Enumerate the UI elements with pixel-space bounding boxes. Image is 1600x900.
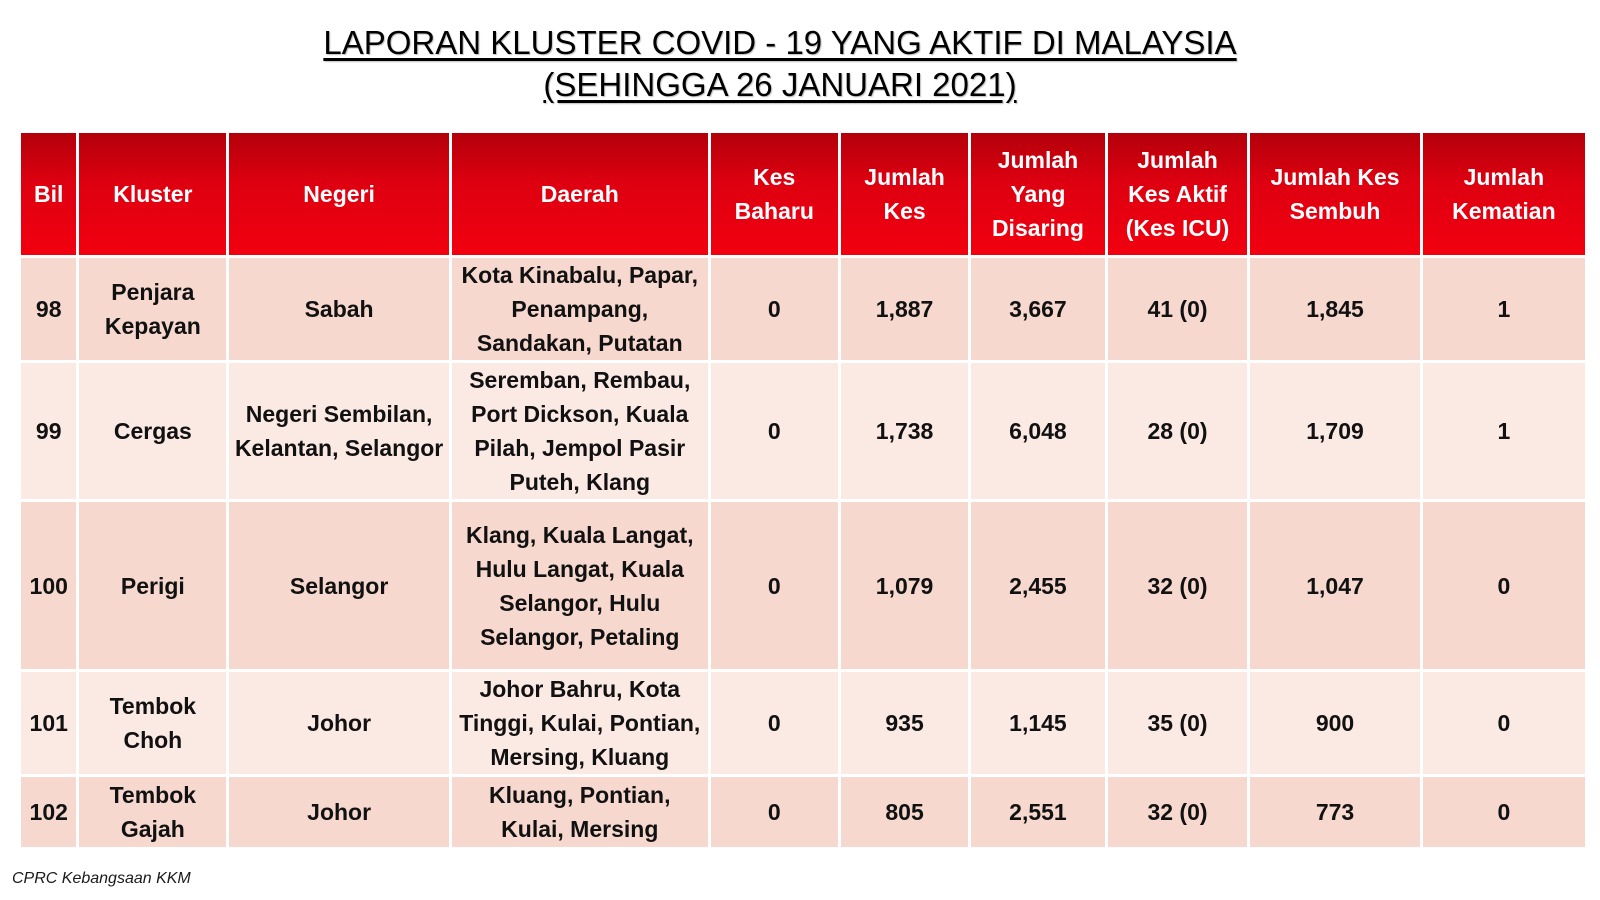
cell-negeri: Johor bbox=[229, 777, 449, 847]
header-jumlah-kematian: Jumlah Kematian bbox=[1423, 133, 1585, 255]
table-row bbox=[21, 672, 1585, 774]
cell-jumlah-kes-aktif: 28 (0) bbox=[1108, 363, 1248, 499]
header-bil: Bil bbox=[21, 133, 76, 255]
cell-jumlah-kes-sembuh: 900 bbox=[1250, 672, 1419, 774]
cell-jumlah-kes-aktif: 32 (0) bbox=[1108, 502, 1248, 669]
cell-negeri: Selangor bbox=[229, 502, 449, 669]
cell-jumlah-kes-aktif: 32 (0) bbox=[1108, 777, 1248, 847]
cell-bil: 101 bbox=[21, 672, 76, 774]
cell-jumlah-kes-sembuh: 773 bbox=[1250, 777, 1419, 847]
cell-jumlah-kematian: 0 bbox=[1423, 777, 1585, 847]
cell-negeri: Sabah bbox=[229, 258, 449, 360]
header-jumlah-kes-aktif: Jumlah Kes Aktif (Kes ICU) bbox=[1108, 133, 1248, 255]
cell-jumlah-kes-sembuh: 1,845 bbox=[1250, 258, 1419, 360]
cell-daerah: Kota Kinabalu, Papar, Penampang, Sandakan, Putatan bbox=[452, 258, 708, 360]
title-line-1-text: LAPORAN KLUSTER COVID - 19 YANG AKTIF DI MALAYSIA bbox=[323, 24, 1237, 61]
cell-jumlah-kes-aktif: 35 (0) bbox=[1108, 672, 1248, 774]
cell-kes-baharu: 0 bbox=[711, 258, 838, 360]
cell-bil: 99 bbox=[21, 363, 76, 499]
title-line-1 bbox=[0, 22, 1560, 64]
cell-jumlah-disaring: 2,551 bbox=[971, 777, 1104, 847]
cell-kluster: Cergas bbox=[79, 363, 226, 499]
cell-kes-baharu: 0 bbox=[711, 777, 838, 847]
cell-jumlah-kematian: 0 bbox=[1423, 502, 1585, 669]
cell-jumlah-kes-sembuh: 1,709 bbox=[1250, 363, 1419, 499]
table-row bbox=[21, 502, 1585, 669]
cell-jumlah-kematian: 1 bbox=[1423, 363, 1585, 499]
table-row bbox=[21, 363, 1585, 499]
cell-bil: 100 bbox=[21, 502, 76, 669]
cell-kes-baharu: 0 bbox=[711, 672, 838, 774]
cell-jumlah-kes-sembuh: 1,047 bbox=[1250, 502, 1419, 669]
cell-jumlah-kematian: 0 bbox=[1423, 672, 1585, 774]
cell-negeri: Johor bbox=[229, 672, 449, 774]
table-header-row bbox=[21, 133, 1585, 255]
cell-jumlah-kes: 1,887 bbox=[841, 258, 968, 360]
cell-kes-baharu: 0 bbox=[711, 363, 838, 499]
cell-jumlah-disaring: 6,048 bbox=[971, 363, 1104, 499]
cell-daerah: Seremban, Rembau, Port Dickson, Kuala Pilah, Jempol Pasir Puteh, Klang bbox=[452, 363, 708, 499]
table-row bbox=[21, 777, 1585, 847]
source-note: CPRC Kebangsaan KKM bbox=[12, 870, 191, 887]
cell-daerah: Kluang, Pontian, Kulai, Mersing bbox=[452, 777, 708, 847]
cell-jumlah-disaring: 3,667 bbox=[971, 258, 1104, 360]
cluster-table bbox=[18, 130, 1588, 850]
cell-kluster: Tembok Choh bbox=[79, 672, 226, 774]
header-jumlah-disaring: Jumlah Yang Disaring bbox=[971, 133, 1104, 255]
cell-kluster: Perigi bbox=[79, 502, 226, 669]
cell-negeri: Negeri Sembilan, Kelantan, Selangor bbox=[229, 363, 449, 499]
cell-jumlah-kes: 805 bbox=[841, 777, 968, 847]
cell-daerah: Johor Bahru, Kota Tinggi, Kulai, Pontian, Mersing, Kluang bbox=[452, 672, 708, 774]
cell-jumlah-kes: 1,079 bbox=[841, 502, 968, 669]
header-negeri: Negeri bbox=[229, 133, 449, 255]
header-daerah: Daerah bbox=[452, 133, 708, 255]
cell-kes-baharu: 0 bbox=[711, 502, 838, 669]
header-jumlah-kes-sembuh: Jumlah Kes Sembuh bbox=[1250, 133, 1419, 255]
table-row bbox=[21, 258, 1585, 360]
header-kes-baharu: Kes Baharu bbox=[711, 133, 838, 255]
cell-kluster: Penjara Kepayan bbox=[79, 258, 226, 360]
title-line-2 bbox=[0, 64, 1560, 106]
header-jumlah-kes: Jumlah Kes bbox=[841, 133, 968, 255]
cell-jumlah-disaring: 1,145 bbox=[971, 672, 1104, 774]
cell-kluster: Tembok Gajah bbox=[79, 777, 226, 847]
cell-jumlah-kematian: 1 bbox=[1423, 258, 1585, 360]
cell-jumlah-kes-aktif: 41 (0) bbox=[1108, 258, 1248, 360]
cell-jumlah-disaring: 2,455 bbox=[971, 502, 1104, 669]
cell-bil: 102 bbox=[21, 777, 76, 847]
cell-jumlah-kes: 1,738 bbox=[841, 363, 968, 499]
header-kluster: Kluster bbox=[79, 133, 226, 255]
report-title bbox=[0, 22, 1560, 106]
cell-daerah: Klang, Kuala Langat, Hulu Langat, Kuala Selangor, Hulu Selangor, Petaling bbox=[452, 502, 708, 669]
cell-bil: 98 bbox=[21, 258, 76, 360]
title-line-2-text: (SEHINGGA 26 JANUARI 2021) bbox=[543, 66, 1017, 103]
cell-jumlah-kes: 935 bbox=[841, 672, 968, 774]
